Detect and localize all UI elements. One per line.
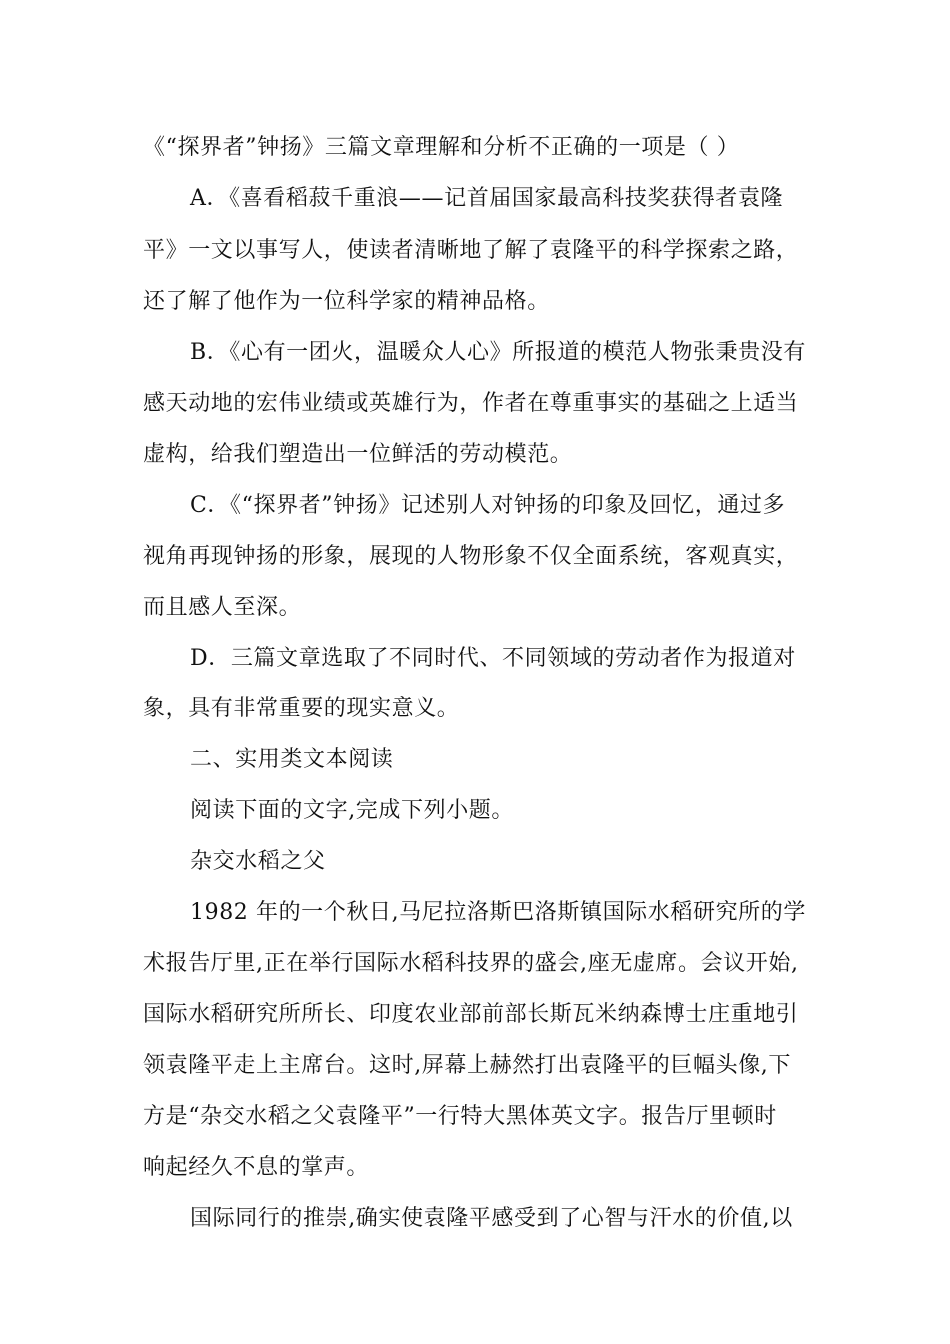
option-c-line-1: C．《“探界者”钟扬》记述别人对钟扬的印象及回忆，通过多 — [190, 493, 786, 518]
article-para-2-line-1: 国际同行的推崇,确实使袁隆平感受到了心智与汗水的价值,以 — [190, 1206, 793, 1231]
option-a-line-1: A．《喜看稻菽千重浪——记首届国家最高科技奖获得者袁隆 — [190, 186, 784, 211]
article-para-1-line-6: 响起经久不息的掌声。 — [143, 1155, 370, 1180]
article-para-1-line-4: 领袁隆平走上主席台。这时,屏幕上赫然打出袁隆平的巨幅头像,下 — [143, 1053, 791, 1078]
reading-instruction: 阅读下面的文字,完成下列小题。 — [190, 798, 514, 823]
option-c-line-2: 视角再现钟扬的形象，展现的人物形象不仅全面系统，客观真实， — [143, 544, 799, 569]
option-d-line-2: 象，具有非常重要的现实意义。 — [143, 696, 460, 721]
article-para-1-line-1: 1982 年的一个秋日,马尼拉洛斯巴洛斯镇国际水稻研究所的学 — [190, 900, 806, 925]
article-para-1-line-2: 术报告厅里,正在举行国际水稻科技界的盛会,座无虚席。会议开始, — [143, 951, 799, 976]
article-para-1-line-5: 方是“杂交水稻之父袁隆平”一行特大黑体英文字。报告厅里顿时 — [143, 1104, 777, 1129]
option-d-line-1: D．三篇文章选取了不同时代、不同领域的劳动者作为报道对 — [190, 646, 796, 671]
option-b-line-1: B．《心有一团火，温暖众人心》所报道的模范人物张秉贵没有 — [190, 340, 806, 365]
option-c-line-3: 而且感人至深。 — [143, 595, 302, 620]
question-stem: 《“探界者”钟扬》三篇文章理解和分析不正确的一项是（ ） — [143, 135, 740, 160]
article-para-1-line-3: 国际水稻研究所所长、印度农业部前部长斯瓦米纳森博士庄重地引 — [143, 1002, 799, 1027]
option-b-line-2: 感天动地的宏伟业绩或英雄行为，作者在尊重事实的基础之上适当 — [143, 391, 799, 416]
option-b-line-3: 虚构，给我们塑造出一位鲜活的劳动模范。 — [143, 442, 573, 467]
option-a-line-2: 平》一文以事写人，使读者清晰地了解了袁隆平的科学探索之路， — [143, 238, 799, 263]
article-title: 杂交水稻之父 — [190, 849, 326, 874]
option-a-line-3: 还了解了他作为一位科学家的精神品格。 — [143, 289, 550, 314]
section-heading: 二、实用类文本阅读 — [190, 747, 394, 772]
